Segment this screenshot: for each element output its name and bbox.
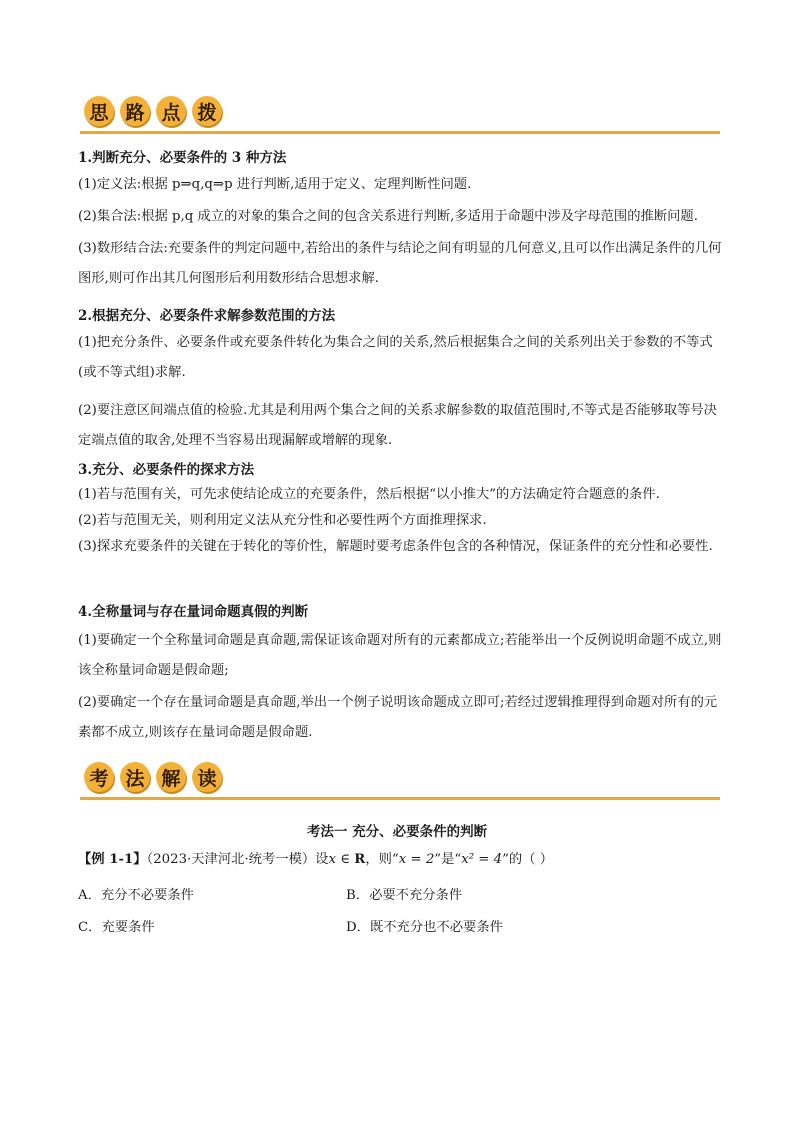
paragraph: (3)探求充要条件的关键在于转化的等价性，解题时要考虑条件包含的各种情况，保证条件的充分性和必要性. xyxy=(78,539,713,554)
banner-thinking-tips xyxy=(76,96,720,136)
banner-method-interpretation xyxy=(76,762,720,802)
banner-char: 拨 xyxy=(192,96,222,126)
section-heading: 3.充分、必要条件的探求方法 xyxy=(78,462,255,478)
paragraph: (2)若与范围无关，则利用定义法从充分性和必要性两个方面推理探求. xyxy=(78,513,487,528)
option-b[interactable]: B．必要不充分条件 xyxy=(346,888,463,903)
var-x: x xyxy=(328,852,336,867)
condition-2: x² = 4 xyxy=(461,852,503,867)
paragraph: (1)把充分条件、必要条件或充要条件转化为集合之间的关系,然后根据集合之间的关系列出关于参数的不等式(或不等式组)求解. xyxy=(78,335,713,380)
paragraph: (1)若与范围有关，可先求使结论成立的充要条件，然后根据“以小推大”的方法确定符合题意的条件. xyxy=(78,487,660,502)
in-symbol: ∈ xyxy=(335,852,355,867)
method-title: 考法一 充分、必要条件的判断 xyxy=(306,824,488,840)
example-text: ”是“ xyxy=(434,852,462,867)
banner-underline xyxy=(80,131,720,134)
section-heading: 1.判断充分、必要条件的 3 种方法 xyxy=(78,150,287,166)
paragraph: (2)要注意区间端点值的检验.尤其是利用两个集合之间的关系求解参数的取值范围时,不等式是否能够取等号决定端点值的取舍,处理不当容易出现漏解或增解的现象. xyxy=(78,403,717,448)
example-tag: 【例 1-1】 xyxy=(78,852,147,867)
option-d[interactable]: D．既不充分也不必要条件 xyxy=(346,920,503,935)
banner-char: 考 xyxy=(84,762,114,792)
example-text: ，则“ xyxy=(365,852,399,867)
banner-char: 读 xyxy=(192,762,222,792)
banner-char: 思 xyxy=(84,96,114,126)
banner-underline xyxy=(80,797,720,800)
banner-char: 法 xyxy=(120,762,150,792)
paragraph: (1)定义法:根据 p⇒q,q⇒p 进行判断,适用于定义、定理判断性问题. xyxy=(78,177,472,192)
condition-1: x = 2 xyxy=(398,852,435,867)
example-question xyxy=(78,848,553,867)
banner-char: 点 xyxy=(156,96,186,126)
option-a[interactable]: A．充分不必要条件 xyxy=(78,888,194,903)
example-text: ”的（ ） xyxy=(502,852,554,867)
section-heading: 2.根据充分、必要条件求解参数范围的方法 xyxy=(78,308,336,324)
paragraph: (3)数形结合法:充要条件的判定问题中,若给出的条件与结论之间有明显的几何意义,且可以作出满足条件的几何图形,则可作出其几何图形后利用数形结合思想求解. xyxy=(78,241,722,286)
paragraph: (2)集合法:根据 p,q 成立的对象的集合之间的包含关系进行判断,多适用于命题中涉及字母范围的推断问题. xyxy=(78,209,698,224)
section-heading: 4.全称量词与存在量词命题真假的判断 xyxy=(78,604,309,620)
banner-char: 路 xyxy=(120,96,150,126)
paragraph: (1)要确定一个全称量词命题是真命题,需保证该命题对所有的元素都成立;若能举出一个反例说明命题不成立,则该全称量词命题是假命题; xyxy=(78,633,722,678)
example-source: （2023·天津河北·统考一模）设 xyxy=(146,852,329,867)
banner-char: 解 xyxy=(156,762,186,792)
option-c[interactable]: C．充要条件 xyxy=(78,920,155,935)
real-set-symbol: R xyxy=(354,852,366,867)
paragraph: (2)要确定一个存在量词命题是真命题,举出一个例子说明该命题成立即可;若经过逻辑推理得到命题对所有的元素都不成立,则该存在量词命题是假命题. xyxy=(78,695,718,740)
